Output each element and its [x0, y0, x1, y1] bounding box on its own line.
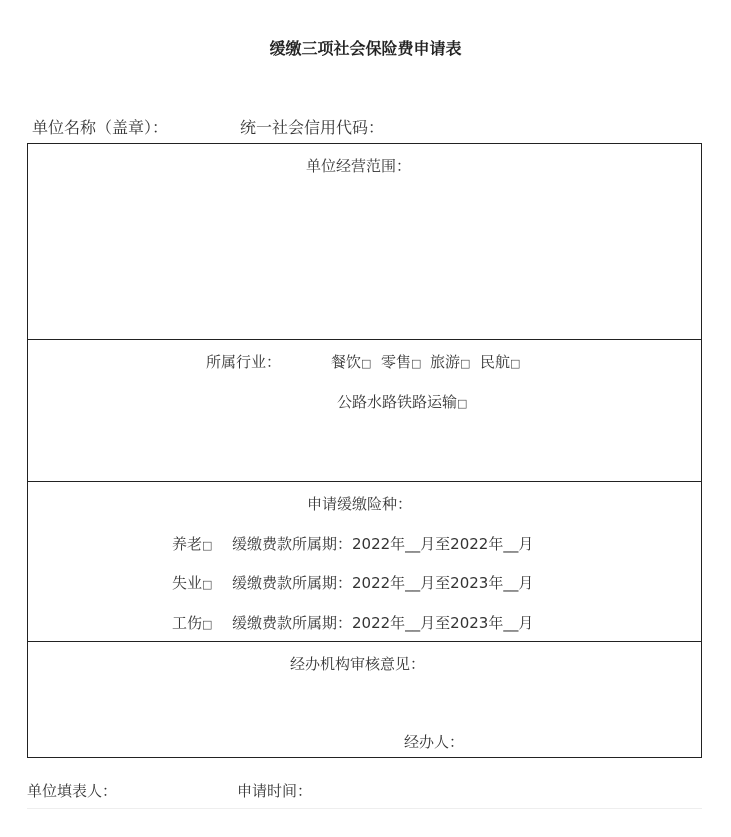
checkbox-icon[interactable]: □ [202, 618, 213, 631]
insurance-type-label: 工伤 [172, 614, 203, 632]
insurance-row-unemployment[interactable] [172, 572, 212, 593]
date-label: 申请时间： [237, 782, 313, 800]
industry-option-aviation[interactable] [480, 351, 520, 372]
insurance-period: 缓缴费款所属期：2022年__月至2023年__月 [232, 574, 534, 592]
insurance-type-label: 失业 [172, 574, 203, 592]
unit-name-label: 单位名称（盖章）： [32, 118, 169, 137]
industry-option-label: 零售 [381, 353, 412, 371]
checkbox-icon[interactable]: □ [510, 357, 521, 370]
industry-label: 所属行业： [206, 353, 282, 371]
form-title: 缓缴三项社会保险费申请表 [269, 39, 462, 58]
checkbox-icon[interactable]: □ [361, 357, 372, 370]
checkbox-icon[interactable]: □ [202, 578, 213, 591]
insurance-period: 缓缴费款所属期：2022年__月至2023年__月 [232, 614, 534, 632]
insurance-type-label: 养老 [172, 535, 203, 553]
industry-option-label: 餐饮 [331, 353, 362, 371]
handler-label: 经办人： [404, 733, 465, 751]
insurance-row-injury[interactable] [172, 612, 212, 633]
business-scope-label: 单位经营范围： [306, 157, 412, 175]
industry-option-label: 公路水路铁路运输 [337, 393, 458, 411]
insurance-row-pension[interactable] [172, 533, 212, 554]
checkbox-icon[interactable]: □ [460, 357, 471, 370]
section-divider [27, 641, 702, 642]
filler-label: 单位填表人： [27, 782, 118, 800]
insurance-label: 申请缓缴险种： [307, 495, 413, 513]
industry-option-label: 民航 [480, 353, 511, 371]
section-divider [27, 339, 702, 340]
industry-option-transport[interactable] [337, 391, 467, 412]
checkbox-icon[interactable]: □ [411, 357, 422, 370]
industry-option-retail[interactable] [381, 351, 421, 372]
review-label: 经办机构审核意见： [290, 655, 426, 673]
checkbox-icon[interactable]: □ [457, 397, 468, 410]
industry-option-label: 旅游 [430, 353, 461, 371]
section-divider [27, 481, 702, 482]
footer-divider [27, 808, 702, 809]
insurance-period: 缓缴费款所属期：2022年__月至2022年__月 [232, 535, 534, 553]
industry-option-tourism[interactable] [430, 351, 470, 372]
credit-code-label: 统一社会信用代码： [240, 118, 385, 137]
industry-option-catering[interactable] [331, 351, 371, 372]
checkbox-icon[interactable]: □ [202, 539, 213, 552]
